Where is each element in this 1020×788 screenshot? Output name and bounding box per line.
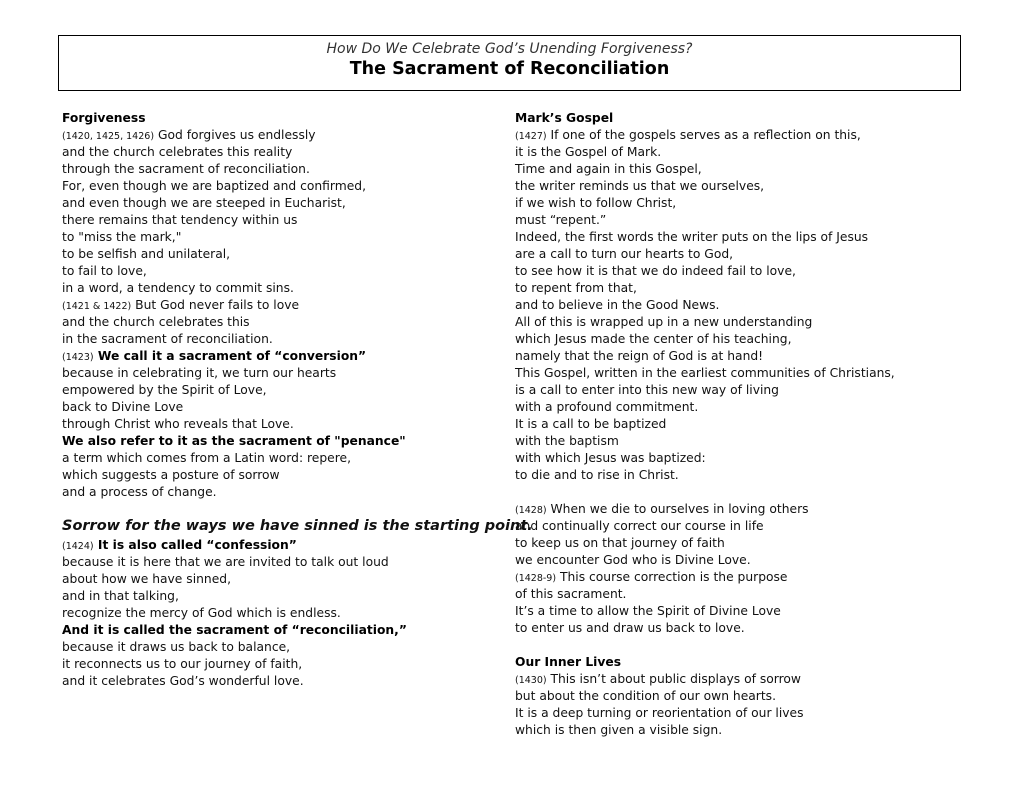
text-line: and the church celebrates this xyxy=(62,315,250,329)
text-line: recognize the mercy of God which is endless. xyxy=(62,606,341,620)
text-line: to keep us on that journey of faith xyxy=(515,536,725,550)
bold-span: We call it a sacrament of “conversion” xyxy=(93,349,367,363)
text-line: it reconnects us to our journey of faith, xyxy=(62,657,303,671)
text-line xyxy=(515,127,955,144)
text-line: namely that the reign of God is at hand! xyxy=(515,349,764,363)
text-line: is a call to enter into this new way of living xyxy=(515,383,779,397)
text-line: if we wish to follow Christ, xyxy=(515,196,677,210)
text-line: it is the Gospel of Mark. xyxy=(515,145,662,159)
text-line: to be selfish and unilateral, xyxy=(62,247,231,261)
spacer xyxy=(515,637,955,654)
spacer xyxy=(62,501,492,518)
text-line: It’s a time to allow the Spirit of Divine Love xyxy=(515,604,781,618)
text-line: about how we have sinned, xyxy=(62,572,231,586)
text-line: in a word, a tendency to commit sins. xyxy=(62,281,294,295)
text-line: to fail to love, xyxy=(62,264,147,278)
text-line: to "miss the mark," xyxy=(62,230,182,244)
reference-number: (1428-9) xyxy=(515,573,557,584)
text-line: through the sacrament of reconciliation. xyxy=(62,162,310,176)
text-line: in the sacrament of reconciliation. xyxy=(62,332,273,346)
text-span: If one of the gospels serves as a reflection on this, xyxy=(546,128,861,142)
text-line: All of this is wrapped up in a new understanding xyxy=(515,315,813,329)
section-heading-marks-gospel: Mark’s Gospel xyxy=(515,111,614,125)
text-line: the writer reminds us that we ourselves, xyxy=(515,179,765,193)
text-line-bold: We also refer to it as the sacrament of "penance" xyxy=(62,434,406,448)
text-line: of this sacrament. xyxy=(515,587,627,601)
text-line: It is a deep turning or reorientation of our lives xyxy=(515,706,804,720)
text-line: which is then given a visible sign. xyxy=(515,723,723,737)
text-line: and it celebrates God’s wonderful love. xyxy=(62,674,304,688)
section-heading-forgiveness: Forgiveness xyxy=(62,111,146,125)
text-line: we encounter God who is Divine Love. xyxy=(515,553,751,567)
bold-span: It is also called “confession” xyxy=(93,538,297,552)
text-line: which suggests a posture of sorrow xyxy=(62,468,280,482)
text-line: This Gospel, written in the earliest communities of Christians, xyxy=(515,366,895,380)
text-line: to repent from that, xyxy=(515,281,637,295)
text-line: to die and to rise in Christ. xyxy=(515,468,679,482)
text-line: and the church celebrates this reality xyxy=(62,145,293,159)
text-line-bold: And it is called the sacrament of “reconciliation,” xyxy=(62,623,407,637)
text-line: and to believe in the Good News. xyxy=(515,298,720,312)
text-span: God forgives us endlessly xyxy=(154,128,316,142)
text-span: When we die to ourselves in loving others xyxy=(546,502,809,516)
text-line: because it draws us back to balance, xyxy=(62,640,291,654)
right-column xyxy=(515,110,955,739)
text-line: and even though we are steeped in Eucharist, xyxy=(62,196,346,210)
text-line: For, even though we are baptized and confirmed, xyxy=(62,179,366,193)
text-line xyxy=(515,569,955,586)
text-line: with the baptism xyxy=(515,434,619,448)
text-line: and continually correct our course in life xyxy=(515,519,764,533)
reference-number: (1427) xyxy=(515,131,547,142)
text-line: which Jesus made the center of his teaching, xyxy=(515,332,792,346)
sorrow-callout: Sorrow for the ways we have sinned is the starting point. xyxy=(62,518,533,534)
text-line: with a profound commitment. xyxy=(515,400,699,414)
text-line: and in that talking, xyxy=(62,589,179,603)
text-line: because in celebrating it, we turn our hearts xyxy=(62,366,337,380)
reference-number: (1424) xyxy=(62,541,94,552)
text-line: must “repent.” xyxy=(515,213,607,227)
text-line: and a process of change. xyxy=(62,485,217,499)
page-subtitle: How Do We Celebrate God’s Unending Forgiveness? xyxy=(326,41,693,57)
reference-number: (1420, 1425, 1426) xyxy=(62,131,155,142)
text-line: but about the condition of our own hearts. xyxy=(515,689,776,703)
spacer xyxy=(515,484,955,501)
text-line: with which Jesus was baptized: xyxy=(515,451,706,465)
text-line: through Christ who reveals that Love. xyxy=(62,417,294,431)
text-line xyxy=(515,671,955,688)
text-span: But God never fails to love xyxy=(131,298,300,312)
text-span: This course correction is the purpose xyxy=(556,570,788,584)
text-line: Time and again in this Gospel, xyxy=(515,162,702,176)
title-box xyxy=(58,35,961,91)
text-line: are a call to turn our hearts to God, xyxy=(515,247,734,261)
page-title: The Sacrament of Reconciliation xyxy=(349,59,670,79)
text-line xyxy=(62,348,492,365)
text-line: there remains that tendency within us xyxy=(62,213,298,227)
text-line: It is a call to be baptized xyxy=(515,417,667,431)
text-line xyxy=(62,127,492,144)
text-line xyxy=(515,501,955,518)
reference-number: (1421 & 1422) xyxy=(62,301,132,312)
text-line: to enter us and draw us back to love. xyxy=(515,621,745,635)
text-line: back to Divine Love xyxy=(62,400,184,414)
text-line xyxy=(62,297,492,314)
text-span: This isn’t about public displays of sorrow xyxy=(546,672,801,686)
reference-number: (1430) xyxy=(515,675,547,686)
text-line xyxy=(62,537,492,554)
text-line: empowered by the Spirit of Love, xyxy=(62,383,267,397)
text-line: Indeed, the first words the writer puts on the lips of Jesus xyxy=(515,230,869,244)
section-heading-inner-lives: Our Inner Lives xyxy=(515,655,622,669)
reference-number: (1428) xyxy=(515,505,547,516)
text-line: a term which comes from a Latin word: repere, xyxy=(62,451,351,465)
text-line: because it is here that we are invited to talk out loud xyxy=(62,555,389,569)
text-line: to see how it is that we do indeed fail to love, xyxy=(515,264,796,278)
reference-number: (1423) xyxy=(62,352,94,363)
